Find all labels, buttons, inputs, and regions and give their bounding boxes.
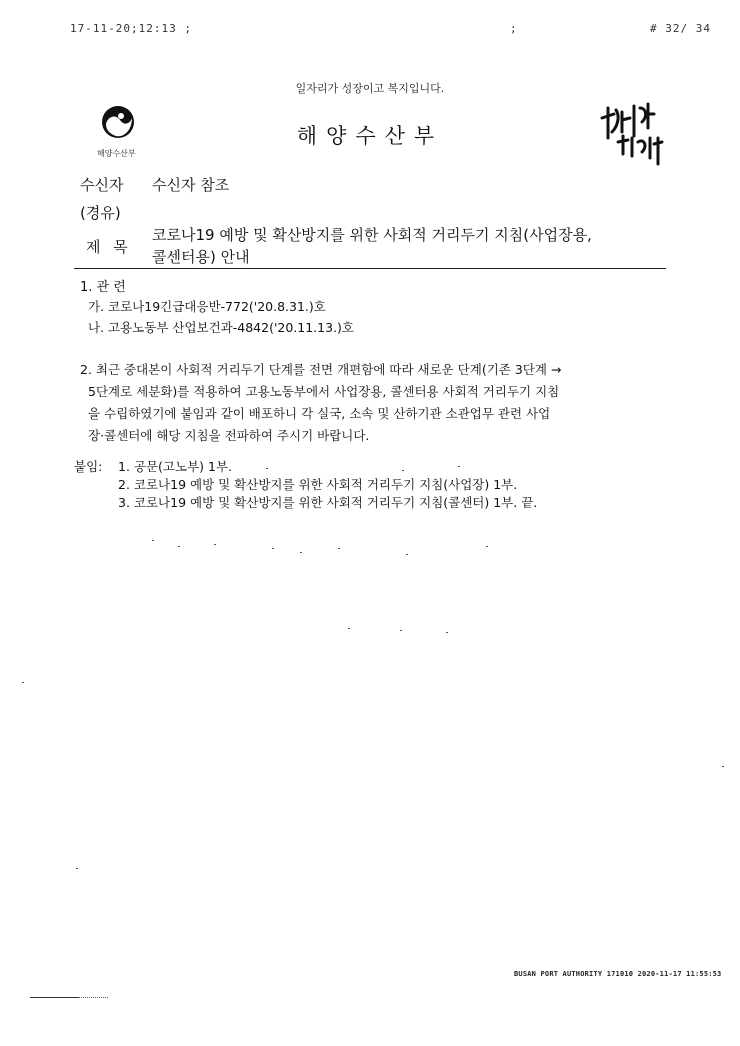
section2-line-4: 장·콜센터에 해당 지침을 전파하여 주시기 바랍니다. xyxy=(88,428,370,443)
slogan: 일자리가 성장이고 복지입니다. xyxy=(295,82,445,95)
header-divider xyxy=(74,268,666,269)
signature-calligraphy xyxy=(596,98,670,168)
attachment-item-2: 2. 코로나19 예방 및 확산방지를 위한 사회적 거리두기 지침(사업장) 1부. xyxy=(118,477,518,492)
reference-item-2: 나. 고용노동부 산업보건과-4842('20.11.13.)호 xyxy=(88,320,354,335)
subject-label: 제 목 xyxy=(86,238,132,256)
calligraphy-icon xyxy=(596,98,670,168)
footer-dotted-rule xyxy=(78,997,108,998)
subject-line-2: 콜센터용) 안내 xyxy=(152,248,250,266)
section2-line-1: 2. 최근 중대본이 사회적 거리두기 단계를 전면 개편함에 따라 새로운 단계(기존 3단계 → xyxy=(80,362,562,377)
ministry-title: 해양수산부 xyxy=(296,124,444,148)
fax-timestamp: 17-11-20;12:13 ; xyxy=(70,22,192,35)
attachment-item-1: 1. 공문(고노부) 1부. xyxy=(118,459,233,474)
attachments-label: 붙임: xyxy=(74,459,103,474)
logo-label: 해양수산부 xyxy=(97,149,136,158)
subject-line-1: 코로나19 예방 및 확산방지를 위한 사회적 거리두기 지침(사업장용, xyxy=(152,226,592,244)
reference-item-1: 가. 코로나19긴급대응반-772('20.8.31.)호 xyxy=(88,299,326,314)
recipient-label: 수신자 xyxy=(80,176,124,194)
section1-heading: 1. 관 련 xyxy=(80,280,126,295)
fax-page-count: # 32/ 34 xyxy=(650,22,711,35)
footer-rule xyxy=(30,997,78,998)
recipient-value: 수신자 참조 xyxy=(152,176,230,194)
via-label: (경유) xyxy=(80,204,121,222)
footer-stamp: BUSAN PORT AUTHORITY 171010 2020-11-17 11:55:53 xyxy=(514,970,722,978)
fax-separator: ; xyxy=(510,22,518,35)
section2-line-2: 5단계로 세분화)를 적용하여 고용노동부에서 사업장용, 콜센터용 사회적 거리두기 지침 xyxy=(88,384,560,399)
attachment-item-3: 3. 코로나19 예방 및 확산방지를 위한 사회적 거리두기 지침(콜센터) 1부. 끝. xyxy=(118,495,538,510)
section2-line-3: 을 수립하였기에 붙임과 같이 배포하니 각 실국, 소속 및 산하기관 소관업무 관련 사업 xyxy=(88,406,551,421)
